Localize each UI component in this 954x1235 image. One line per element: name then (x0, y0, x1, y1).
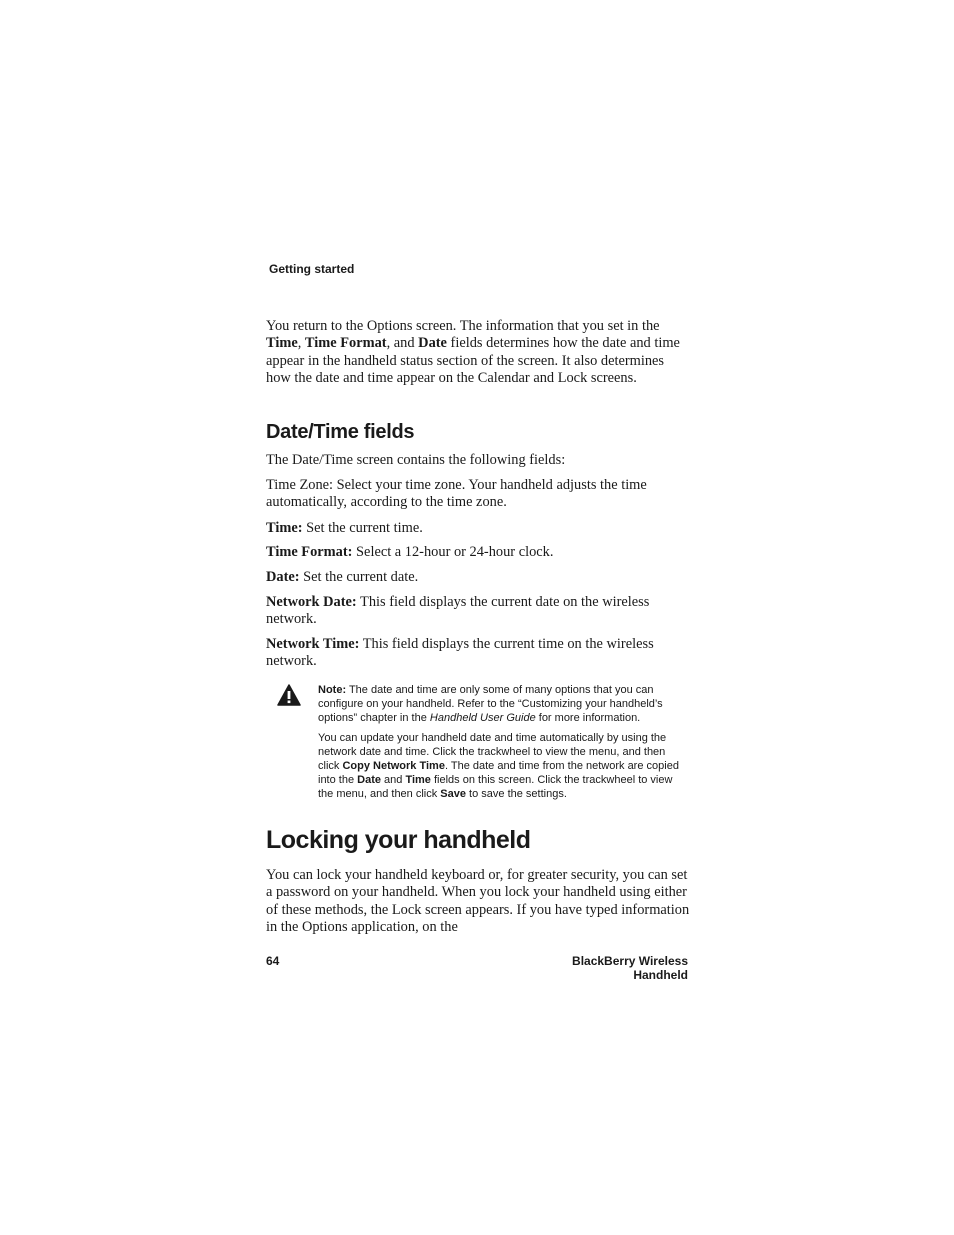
section-heading: Date/Time fields (266, 421, 415, 443)
field-network-time: Network Time: This field displays the current time on the wireless network. (266, 636, 654, 670)
field-network-date: Network Date: This field displays the current date on the wireless network. (266, 594, 650, 628)
note-paragraph: Note: The date and time are only some of many options that you can configure on your handheld. Refer to the “Customizing your handheld’s options” chapter in the Handheld User Guide for more information. (318, 684, 663, 724)
field-date: Date: Set the current date. (266, 569, 419, 585)
field-time: Time: Set the current time. (266, 520, 423, 536)
warning-triangle-icon (277, 684, 301, 706)
running-header: Getting started (269, 262, 355, 276)
section-lead: The Date/Time screen contains the following fields: (266, 452, 566, 468)
locking-paragraph: You can lock your handheld keyboard or, for greater security, you can set a password on your handheld. When you lock your handheld using either of these methods, the Lock screen appears. If you have typed information in the Options application, on the (266, 867, 690, 936)
page-number: 64 (266, 954, 280, 968)
note-update-paragraph: You can update your handheld date and time automatically by using the network date and time. Click the trackwheel to view the menu, and then click Copy Network Time. The date and time from the network are copied into the Date and Time fields on this screen. Click the trackwheel to view the menu, and then click Save to save the settings. (318, 732, 679, 800)
intro-paragraph: You return to the Options screen. The information that you set in the Time, Time Format, and Date fields determines how the date and time appear in the handheld status section of the screen. It also determines how the date and time appear on the Calendar and Lock screens. (266, 318, 680, 387)
footer-book-title: BlackBerry Wireless Handheld (572, 954, 688, 982)
field-time-zone: Time Zone: Select your time zone. Your handheld adjusts the time automatically, according to the time zone. (266, 477, 647, 511)
field-time-format: Time Format: Select a 12-hour or 24-hour clock. (266, 544, 554, 560)
chapter-heading: Locking your handheld (266, 826, 531, 854)
